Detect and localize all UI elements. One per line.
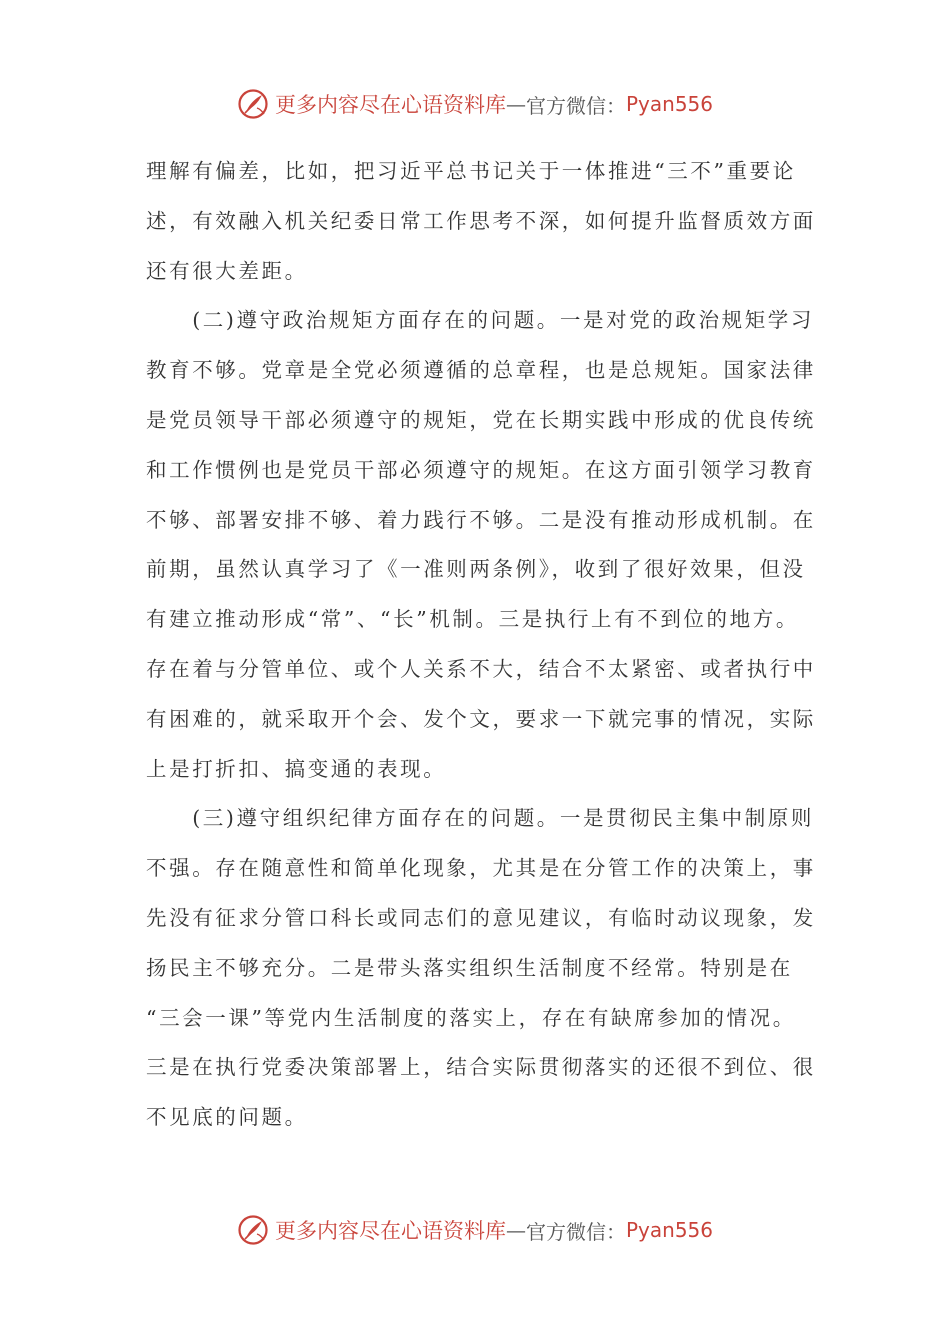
feather-pen-logo-icon <box>237 1214 269 1246</box>
document-body <box>146 147 816 1143</box>
text-line: 不强。存在随意性和简单化现象，尤其是在分管工作的决策上，事 <box>146 856 816 881</box>
footer-banner <box>0 1210 950 1250</box>
text-line: 上是打折扣、搞变通的表现。 <box>146 756 447 781</box>
text-line: 三是在执行党委决策部署上，结合实际贯彻落实的还很不到位、很 <box>146 1055 816 1080</box>
banner-official-label: 官方微信： <box>525 1219 626 1244</box>
banner-main-text: 更多内容尽在心语资料库 <box>274 93 506 117</box>
text-line: 还有很大差距。 <box>146 258 308 283</box>
banner-dash: — <box>505 1218 526 1242</box>
text-line: 和工作惯例也是党员干部必须遵守的规矩。在这方面引领学习教育 <box>146 457 816 482</box>
text-line: 教育不够。党章是全党必须遵循的总章程，也是总规矩。国家法律 <box>146 358 816 383</box>
text-line: 先没有征求分管口科长或同志们的意见建议，有临时动议现象，发 <box>146 905 816 930</box>
text-line: “三会一课”等党内生活制度的落实上，存在有缺席参加的情况。 <box>146 1005 796 1030</box>
text-line: 有困难的，就采取开个会、发个文，要求一下就完事的情况，实际 <box>146 706 816 731</box>
text-line: 述，有效融入机关纪委日常工作思考不深，如何提升监督质效方面 <box>146 208 816 233</box>
text-line: 存在着与分管单位、或个人关系不大，结合不太紧密、或者执行中 <box>146 656 816 681</box>
banner-official-label: 官方微信： <box>525 93 626 118</box>
text-line: 不够、部署安排不够、着力践行不够。二是没有推动形成机制。在 <box>146 507 816 532</box>
header-banner <box>0 84 950 124</box>
text-line: 扬民主不够充分。二是带头落实组织生活制度不经常。特别是在 <box>146 955 793 980</box>
banner-dash: — <box>505 92 526 116</box>
text-line: 不见底的问题。 <box>146 1105 308 1130</box>
banner-wechat-id: Pyan556 <box>625 92 713 116</box>
text-line: 有建立推动形成“常”、“长”机制。三是执行上有不到位的地方。 <box>146 607 799 632</box>
banner-main-text: 更多内容尽在心语资料库 <box>274 1219 506 1243</box>
text-line: 理解有偏差，比如，把习近平总书记关于一体推进“三不”重要论 <box>146 159 796 183</box>
text-line: (三)遵守组织纪律方面存在的问题。一是贯彻民主集中制原则 <box>146 806 814 831</box>
feather-pen-logo-icon <box>237 88 269 120</box>
banner-wechat-id: Pyan556 <box>625 1218 713 1242</box>
text-line: 是党员领导干部必须遵守的规矩，党在长期实践中形成的优良传统 <box>146 407 816 432</box>
text-line: (二)遵守政治规矩方面存在的问题。一是对党的政治规矩学习 <box>146 308 814 333</box>
text-line: 前期，虽然认真学习了《一准则两条例》，收到了很好效果，但没 <box>146 557 806 582</box>
